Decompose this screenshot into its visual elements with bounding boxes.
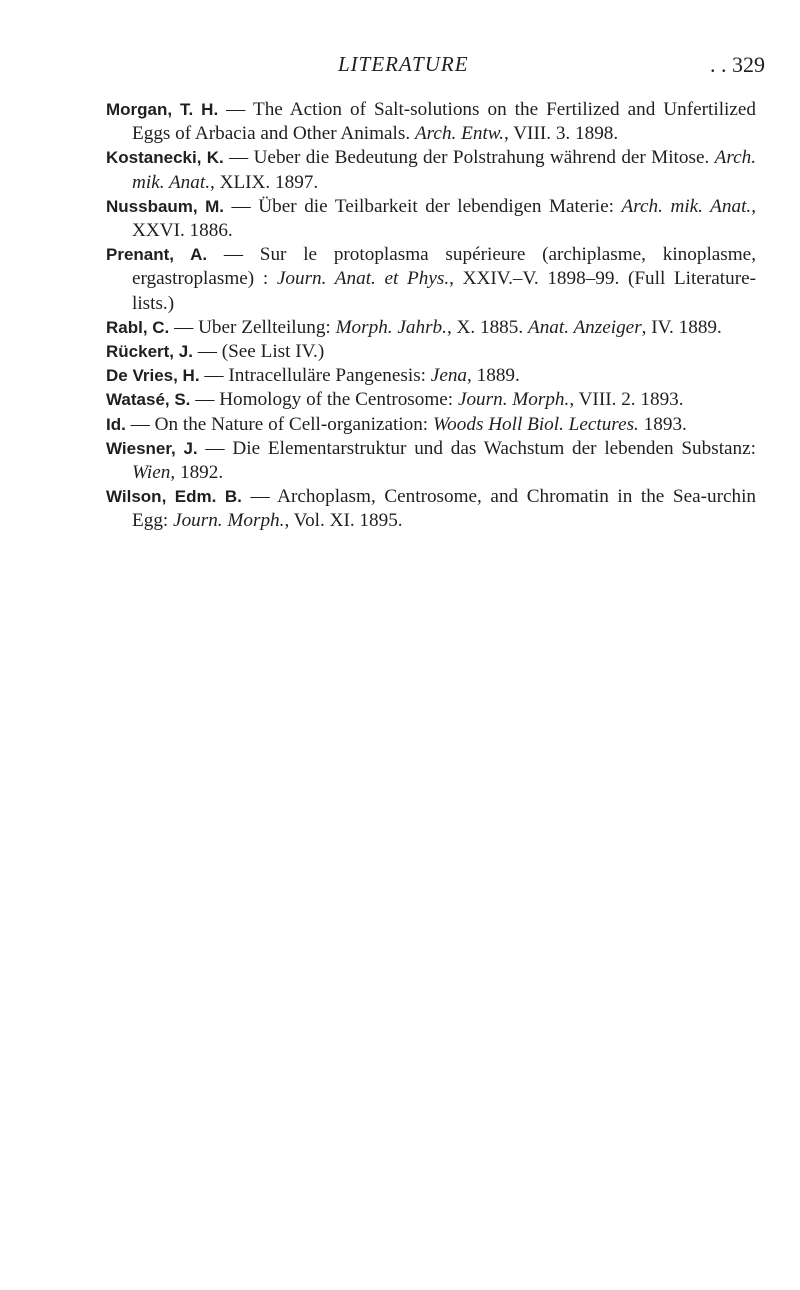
bibliography-entry bbox=[106, 98, 756, 146]
page-header bbox=[0, 52, 800, 82]
entry-text: , XXIV.–V. 1898–99. (Full Literature-lists.) bbox=[132, 268, 756, 314]
journal-title: Journ. Morph. bbox=[457, 389, 570, 411]
entry-text: — Archoplasm, Centrosome, and Chromatin in the Sea-urchin Egg: bbox=[132, 486, 757, 532]
entry-text: — Ueber die Bedeutung der Polstrahung während der Mitose. bbox=[223, 147, 715, 169]
entry-author: Watasé, S. bbox=[106, 390, 191, 410]
running-title: LITERATURE bbox=[338, 52, 469, 76]
entry-text: , VIII. 2. 1893. bbox=[569, 389, 684, 411]
bibliography-entry bbox=[106, 413, 756, 437]
journal-title: Anat. Anzeiger bbox=[527, 316, 642, 338]
journal-title: Woods Holl Biol. Lectures. bbox=[432, 413, 639, 435]
entry-author: Morgan, T. H. bbox=[106, 100, 219, 119]
entry-text: , XXVI. 1886. bbox=[132, 195, 756, 242]
page-number: . . 329 bbox=[710, 52, 765, 77]
entry-text: — Intracelluläre Pangenesis: bbox=[199, 365, 431, 387]
entry-text: , 1889. bbox=[467, 365, 520, 387]
journal-title: Wien bbox=[132, 462, 171, 484]
entry-text: , XLIX. 1897. bbox=[210, 171, 319, 193]
journal-title: Arch. mik. Anat. bbox=[132, 147, 756, 193]
entry-text: — Uber Zellteilung: bbox=[169, 316, 336, 338]
journal-title: Journ. Morph. bbox=[173, 510, 285, 532]
journal-title: Jena bbox=[430, 365, 468, 387]
entry-author: Wiesner, J. bbox=[106, 438, 198, 458]
entry-author: Kostanecki, K. bbox=[106, 148, 224, 168]
entry-text: , Vol. XI. 1895. bbox=[284, 510, 403, 532]
entry-text: — Sur le protoplasma supérieure (archiplasme, kinoplasme, ergastroplasme) : bbox=[132, 244, 756, 290]
entry-author: Rückert, J. bbox=[106, 342, 193, 362]
entry-author: Wilson, Edm. B. bbox=[106, 487, 242, 507]
bibliography-entry bbox=[106, 195, 756, 243]
entry-author: Nussbaum, M. bbox=[106, 196, 224, 216]
bibliography-list bbox=[106, 98, 756, 534]
entry-text: , X. 1885. bbox=[446, 316, 528, 338]
entry-author: Prenant, A. bbox=[106, 245, 208, 265]
bibliography-entry bbox=[106, 485, 756, 533]
bibliography-entry bbox=[106, 146, 756, 194]
entry-text: 1893. bbox=[638, 413, 687, 435]
entry-text: — Über die Teilbarkeit der lebendigen Materie: bbox=[224, 195, 622, 217]
journal-title: Arch. Entw. bbox=[414, 123, 504, 145]
entry-text: — On the Nature of Cell-organization: bbox=[125, 413, 433, 435]
entry-text: — The Action of Salt-solutions on the Fertilized and Unfertilized Eggs of Arbacia and Other Animals. bbox=[132, 99, 756, 145]
entry-author: De Vries, H. bbox=[106, 366, 200, 386]
entry-text: , VIII. 3. 1898. bbox=[503, 123, 619, 145]
journal-title: Arch. mik. Anat. bbox=[621, 195, 752, 217]
bibliography-entry bbox=[106, 364, 756, 388]
bibliography-entry bbox=[106, 243, 756, 316]
bibliography-entry bbox=[106, 316, 756, 340]
entry-text: — (See List IV.) bbox=[192, 341, 325, 363]
entry-author: Rabl, C. bbox=[106, 317, 170, 337]
journal-title: Morph. Jahrb. bbox=[335, 316, 447, 338]
bibliography-entry bbox=[106, 388, 756, 412]
entry-text: — Die Elementarstruktur und das Wachstum der lebenden Substanz: bbox=[197, 437, 756, 459]
bibliography-entry bbox=[106, 437, 756, 485]
entry-text: — Homology of the Centrosome: bbox=[190, 389, 458, 411]
entry-author: Id. bbox=[106, 414, 126, 434]
journal-title: Journ. Anat. et Phys. bbox=[276, 268, 450, 290]
entry-text: , 1892. bbox=[170, 462, 224, 484]
entry-text: , IV. 1889. bbox=[641, 316, 722, 338]
bibliography-entry bbox=[106, 340, 756, 364]
